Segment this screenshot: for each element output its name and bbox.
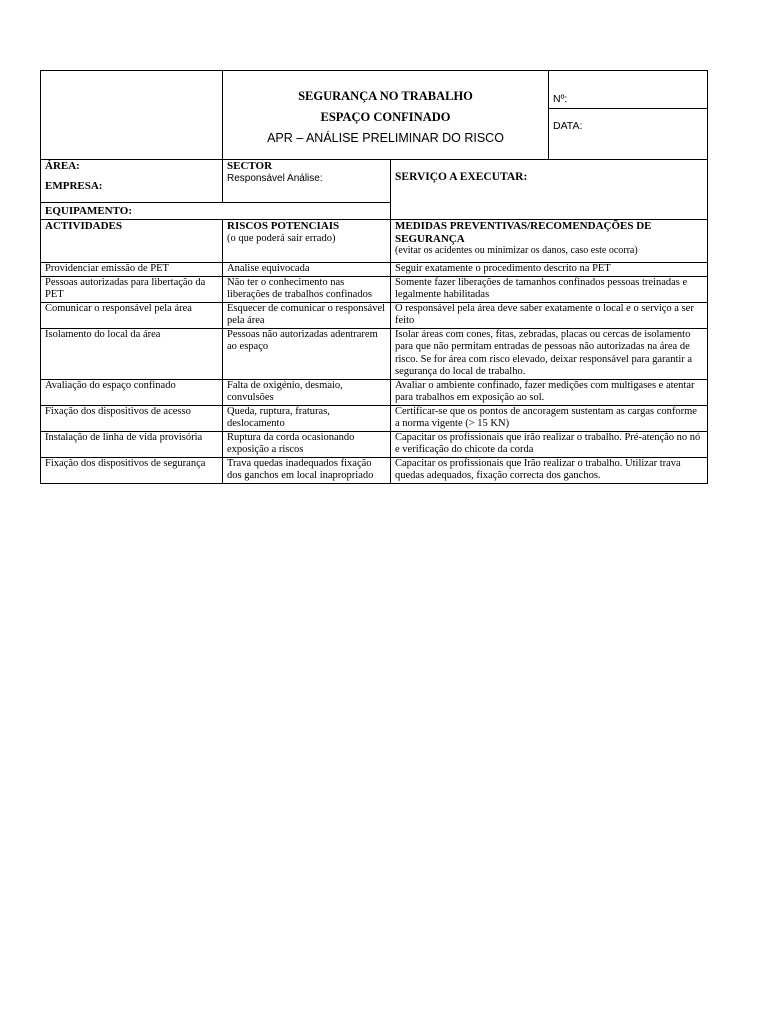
table-row (41, 379, 708, 405)
risco-cell: Queda, ruptura, fraturas, deslocamento (223, 405, 391, 431)
col-medidas (391, 220, 708, 263)
table-row (41, 276, 708, 302)
sector-label: SECTOR (227, 160, 273, 172)
actividade-cell: Instalação de linha de vida provisória (41, 431, 223, 457)
actividade-cell: Avaliação do espaço confinado (41, 379, 223, 405)
table-row (41, 431, 708, 457)
servico-label: SERVIÇO A EXECUTAR: (395, 171, 528, 183)
table-row (41, 302, 708, 328)
medida-cell: Certificar-se que os pontos de ancoragem sustentam as cargas conforme a norma vigente (> 15 KN) (391, 405, 708, 431)
col-riscos (223, 220, 391, 263)
numero-field[interactable] (549, 71, 708, 109)
column-header-row (41, 220, 708, 263)
equipamento-cell[interactable] (41, 203, 391, 220)
risco-cell: Analise equivocada (223, 263, 391, 277)
risco-cell: Pessoas não autorizadas adentrarem ao espaço (223, 328, 391, 379)
risco-cell: Trava quedas inadequados fixação dos ganchos em local inapropriado (223, 457, 391, 483)
medida-cell: Isolar áreas com cones, fitas, zebradas, placas ou cercas de isolamento para que não permitam entradas de pessoas não autorizadas na área de risco. Se for área com risco elevado, deixar responsável para garantir a segurança do local de trabalho. (391, 328, 708, 379)
actividade-cell: Providenciar emissão de PET (41, 263, 223, 277)
servico-cell[interactable] (391, 160, 708, 220)
medida-cell: Avaliar o ambiente confinado, fazer medições com multigases e atentar para trabalhos em exposição ao sol. (391, 379, 708, 405)
col-medidas-label: MEDIDAS PREVENTIVAS/RECOMENDAÇÕES DE SEGURANÇA (395, 220, 652, 245)
col-medidas-note: (evitar os acidentes ou minimizar os danos, caso este ocorra) (395, 245, 638, 256)
equipamento-label: EQUIPAMENTO: (45, 205, 132, 217)
actividade-cell: Isolamento do local da área (41, 328, 223, 379)
sector-cell[interactable] (223, 160, 391, 203)
medida-cell: Capacitar os profissionais que Irão realizar o trabalho. Utilizar trava quedas adequados, fixação correcta dos ganchos. (391, 457, 708, 483)
apr-form (40, 70, 707, 484)
col-riscos-note: (o que poderá sair errado) (227, 232, 336, 244)
table-row (41, 457, 708, 483)
numero-label: Nº: (553, 93, 568, 105)
risco-cell: Ruptura da corda ocasionando exposição a riscos (223, 431, 391, 457)
table-row (41, 405, 708, 431)
form-title: SEGURANÇA NO TRABALHO (298, 89, 473, 103)
responsavel-label: Responsável Análise: (227, 173, 323, 184)
form-subtitle: ESPAÇO CONFINADO (320, 110, 451, 124)
medida-cell: Seguir exatamente o procedimento descrito na PET (391, 263, 708, 277)
form-apr-title: APR – ANÁLISE PRELIMINAR DO RISCO (267, 131, 504, 145)
header-title-cell (223, 71, 549, 160)
actividade-cell: Comunicar o responsável pela área (41, 302, 223, 328)
col-actividades: ACTIVIDADES (41, 220, 223, 263)
table-row (41, 263, 708, 277)
risco-cell: Não ter o conhecimento nas liberações de trabalhos confinados (223, 276, 391, 302)
actividade-cell: Pessoas autorizadas para libertação da PET (41, 276, 223, 302)
risco-cell: Esquecer de comunicar o responsável pela área (223, 302, 391, 328)
col-riscos-label: RISCOS POTENCIAIS (227, 220, 340, 232)
area-empresa-cell[interactable] (41, 160, 223, 203)
actividade-cell: Fixação dos dispositivos de segurança (41, 457, 223, 483)
medida-cell: Capacitar os profissionais que irão realizar o trabalho. Pré-atenção no nó e verificação do chicote da corda (391, 431, 708, 457)
table-row (41, 328, 708, 379)
data-field[interactable] (549, 109, 708, 160)
apr-table (40, 70, 708, 484)
actividade-cell: Fixação dos dispositivos de acesso (41, 405, 223, 431)
risco-cell: Falta de oxigénio, desmaio, convulsões (223, 379, 391, 405)
medida-cell: Somente fazer liberações de tamanhos confinados pessoas treinadas e legalmente habilitadas (391, 276, 708, 302)
empresa-label: EMPRESA: (45, 180, 103, 192)
medida-cell: O responsável pela área deve saber exatamente o local e o serviço a ser feito (391, 302, 708, 328)
header-blank-cell (41, 71, 223, 160)
data-label: DATA: (553, 120, 583, 132)
area-label: ÁREA: (45, 160, 80, 172)
